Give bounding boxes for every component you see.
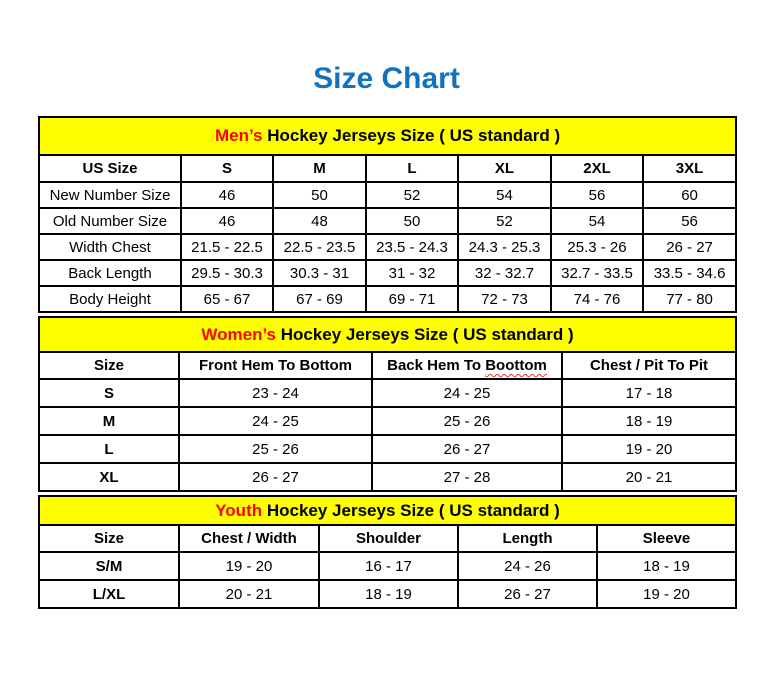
banner-highlight: Women’s (201, 324, 276, 344)
womens-table-banner (39, 317, 736, 352)
cell: 26 - 27 (458, 580, 597, 608)
column-header: Sleeve (597, 525, 736, 552)
row-label: Back Length (39, 260, 181, 286)
row-label: S/M (39, 552, 179, 580)
cell: 24.3 - 25.3 (458, 234, 551, 260)
banner-text: Hockey Jerseys Size ( US standard ) (262, 126, 561, 145)
row-label: Body Height (39, 286, 181, 312)
table-row (39, 435, 736, 463)
cell: 23.5 - 24.3 (366, 234, 458, 260)
cell: 25 - 26 (179, 435, 372, 463)
cell: 26 - 27 (372, 435, 562, 463)
row-label: New Number Size (39, 182, 181, 208)
cell: 46 (181, 208, 273, 234)
womens-banner-row (39, 317, 736, 352)
cell: 20 - 21 (179, 580, 319, 608)
mens-table-banner (39, 117, 736, 155)
cell: 24 - 26 (458, 552, 597, 580)
mens-size-table (38, 116, 737, 313)
cell: 65 - 67 (181, 286, 273, 312)
mens-banner-row (39, 117, 736, 155)
cell: 60 (643, 182, 736, 208)
cell: 69 - 71 (366, 286, 458, 312)
row-label: L/XL (39, 580, 179, 608)
cell: 56 (551, 182, 643, 208)
cell: 52 (458, 208, 551, 234)
row-label: S (39, 379, 179, 407)
cell: 77 - 80 (643, 286, 736, 312)
table-row (39, 407, 736, 435)
cell: 32 - 32.7 (458, 260, 551, 286)
cell: 22.5 - 23.5 (273, 234, 366, 260)
cell: 23 - 24 (179, 379, 372, 407)
row-label: XL (39, 463, 179, 491)
column-header-misspelled (372, 352, 562, 379)
youth-size-table (38, 495, 737, 609)
womens-size-table (38, 316, 737, 492)
page-title: Size Chart (313, 62, 460, 95)
cell: 26 - 27 (179, 463, 372, 491)
youth-table-banner (39, 496, 736, 525)
cell: 30.3 - 31 (273, 260, 366, 286)
cell: 72 - 73 (458, 286, 551, 312)
cell: 25.3 - 26 (551, 234, 643, 260)
table-row (39, 260, 736, 286)
cell: 26 - 27 (643, 234, 736, 260)
table-row (39, 379, 736, 407)
cell: 19 - 20 (597, 580, 736, 608)
table-row (39, 580, 736, 608)
column-header: M (273, 155, 366, 182)
youth-column-header-row (39, 525, 736, 552)
banner-text: Hockey Jerseys Size ( US standard ) (276, 324, 574, 344)
tables-container (38, 116, 735, 609)
cell: 17 - 18 (562, 379, 736, 407)
cell: 24 - 25 (179, 407, 372, 435)
cell: 31 - 32 (366, 260, 458, 286)
table-row (39, 463, 736, 491)
column-header: S (181, 155, 273, 182)
misspelled-word: Boottom (485, 357, 547, 374)
cell: 18 - 19 (319, 580, 458, 608)
mens-column-header-row (39, 155, 736, 182)
column-header-text: Back Hem To (387, 357, 486, 374)
cell: 54 (551, 208, 643, 234)
cell: 50 (366, 208, 458, 234)
column-header: US Size (39, 155, 181, 182)
column-header: Shoulder (319, 525, 458, 552)
cell: 25 - 26 (372, 407, 562, 435)
column-header: L (366, 155, 458, 182)
table-row (39, 182, 736, 208)
cell: 74 - 76 (551, 286, 643, 312)
cell: 46 (181, 182, 273, 208)
row-label: Width Chest (39, 234, 181, 260)
column-header: Size (39, 352, 179, 379)
cell: 50 (273, 182, 366, 208)
womens-column-header-row (39, 352, 736, 379)
cell: 29.5 - 30.3 (181, 260, 273, 286)
row-label: Old Number Size (39, 208, 181, 234)
table-row (39, 234, 736, 260)
row-label: L (39, 435, 179, 463)
cell: 32.7 - 33.5 (551, 260, 643, 286)
column-header: Length (458, 525, 597, 552)
cell: 18 - 19 (562, 407, 736, 435)
table-row (39, 286, 736, 312)
cell: 27 - 28 (372, 463, 562, 491)
column-header: Front Hem To Bottom (179, 352, 372, 379)
column-header: XL (458, 155, 551, 182)
row-label: M (39, 407, 179, 435)
column-header: Size (39, 525, 179, 552)
youth-banner-row (39, 496, 736, 525)
cell: 21.5 - 22.5 (181, 234, 273, 260)
cell: 67 - 69 (273, 286, 366, 312)
cell: 52 (366, 182, 458, 208)
cell: 33.5 - 34.6 (643, 260, 736, 286)
cell: 56 (643, 208, 736, 234)
banner-highlight: Youth (215, 500, 263, 520)
cell: 54 (458, 182, 551, 208)
cell: 18 - 19 (597, 552, 736, 580)
cell: 24 - 25 (372, 379, 562, 407)
table-row (39, 552, 736, 580)
column-header: 2XL (551, 155, 643, 182)
column-header: Chest / Pit To Pit (562, 352, 736, 379)
cell: 19 - 20 (179, 552, 319, 580)
table-row (39, 208, 736, 234)
banner-text: Hockey Jerseys Size ( US standard ) (262, 500, 560, 520)
banner-highlight: Men’s (214, 126, 263, 145)
cell: 16 - 17 (319, 552, 458, 580)
column-header: 3XL (643, 155, 736, 182)
column-header: Chest / Width (179, 525, 319, 552)
cell: 19 - 20 (562, 435, 736, 463)
cell: 48 (273, 208, 366, 234)
cell: 20 - 21 (562, 463, 736, 491)
